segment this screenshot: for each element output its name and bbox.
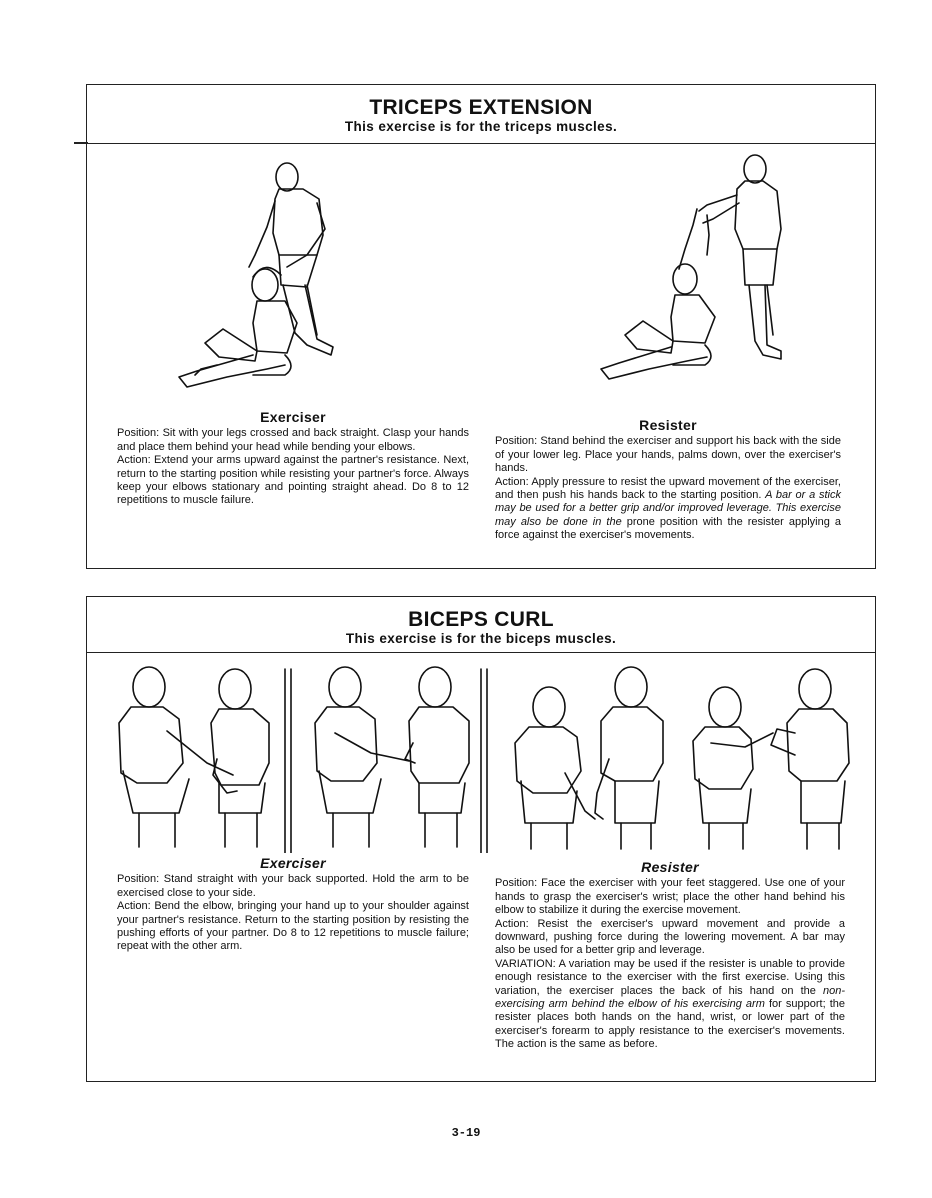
biceps-resister-heading: Resister [641, 859, 699, 875]
position-text: Stand straight with your back supported. Hold the arm to be exercised close to your side. [117, 873, 469, 899]
action-tail-text: prone position with the resister applying a force against the exerciser's movements. [495, 515, 841, 542]
biceps-exerciser-column [117, 857, 469, 954]
variation-tail-text: for support; the resister places both hands on the hand, wrist, or lower part of the exerciser's forearm to apply resistance to the exerciser's movements. The action is the same as before. [495, 998, 846, 1051]
biceps-illustration-resister [505, 663, 855, 853]
biceps-illustration-exerciser [109, 663, 489, 853]
variation-text: A variation may be used if the resister is unable to provide enough resistance to the exerciser with the first exercise. Using this variation, the exerciser places the back of his hand on the [495, 957, 846, 997]
biceps-curl-panel [86, 596, 876, 1082]
triceps-title: TRICEPS EXTENSION [369, 96, 593, 119]
triceps-resister-heading: Resister [639, 417, 697, 433]
action-text: Apply pressure to resist the upward movement of the exerciser, and then push his hands back to the starting position. [495, 475, 841, 502]
position-label: Position: [117, 427, 160, 440]
triceps-exerciser-column [117, 411, 469, 508]
position-label: Position: [117, 873, 160, 886]
biceps-exerciser-action [117, 900, 469, 954]
position-label: Position: [495, 435, 538, 448]
biceps-resister-action [495, 918, 845, 958]
biceps-resister-variation [495, 958, 845, 1052]
position-label: Position: [495, 877, 538, 890]
action-label: Action: [117, 900, 151, 913]
position-text: Sit with your legs crossed and back straight. Clasp your hands and place them behind your head while bending your elbows. [117, 427, 469, 453]
variation-label: VARIATION: [495, 957, 556, 970]
triceps-extension-panel [86, 84, 876, 569]
variation-italic-text: non-exercising arm behind the elbow of his exercising arm [495, 984, 845, 1011]
position-text: Face the exerciser with your feet staggered. Use one of your hands to grasp the exerciser's wrist; place the other hand behind his elbow to stabilize it during the exercise movement. [495, 877, 845, 917]
biceps-header [87, 597, 875, 653]
biceps-resister-position [495, 877, 845, 917]
triceps-resister-position [495, 435, 841, 475]
triceps-header [87, 85, 875, 144]
biceps-resister-column [495, 861, 845, 1052]
action-label: Action: [495, 917, 529, 930]
action-label: Action: [117, 454, 151, 467]
position-text: Stand behind the exerciser and support his back with the side of your lower leg. Place your hands, palms down, over the exerciser's hands. [495, 435, 841, 475]
triceps-resister-column [495, 419, 841, 543]
action-text: Extend your arms upward against the partner's resistance. Next, return to the starting position while resisting your partner's force. Always keep your elbows stationary and pointing straight ahead. Do 8 to 12 repetitions to muscle failure. [117, 454, 469, 507]
triceps-exerciser-position [117, 427, 469, 454]
action-text: Resist the exerciser's upward movement and provide a downward, pushing force during the lowering movement. A bar may also be used for a better grip and leverage. [495, 917, 845, 957]
triceps-resister-action [495, 476, 841, 543]
action-label: Action: [495, 475, 529, 488]
biceps-subtitle: This exercise is for the biceps muscles. [345, 631, 617, 646]
triceps-exerciser-heading: Exerciser [260, 409, 326, 425]
triceps-illustration-start [157, 155, 397, 395]
action-italic-text: A bar or a stick may be used for a better grip and/or improved leverage. This exercise may also be done in the [495, 489, 842, 528]
triceps-subtitle: This exercise is for the triceps muscles. [344, 119, 618, 134]
biceps-title: BICEPS CURL [408, 608, 554, 631]
action-text: Bend the elbow, bringing your hand up to your shoulder against your partner's resistance. Return to the starting position by resisting the pushing efforts of your partner. Do 8 to 12 repetitions to muscle failure; repeat with the other arm. [117, 900, 469, 953]
triceps-exerciser-action [117, 454, 469, 508]
biceps-exerciser-position [117, 873, 469, 900]
header-rule-extension [74, 142, 88, 144]
triceps-illustration-end [567, 145, 807, 405]
page-number: 3-19 [451, 1126, 481, 1140]
biceps-exerciser-heading: Exerciser [260, 855, 326, 871]
